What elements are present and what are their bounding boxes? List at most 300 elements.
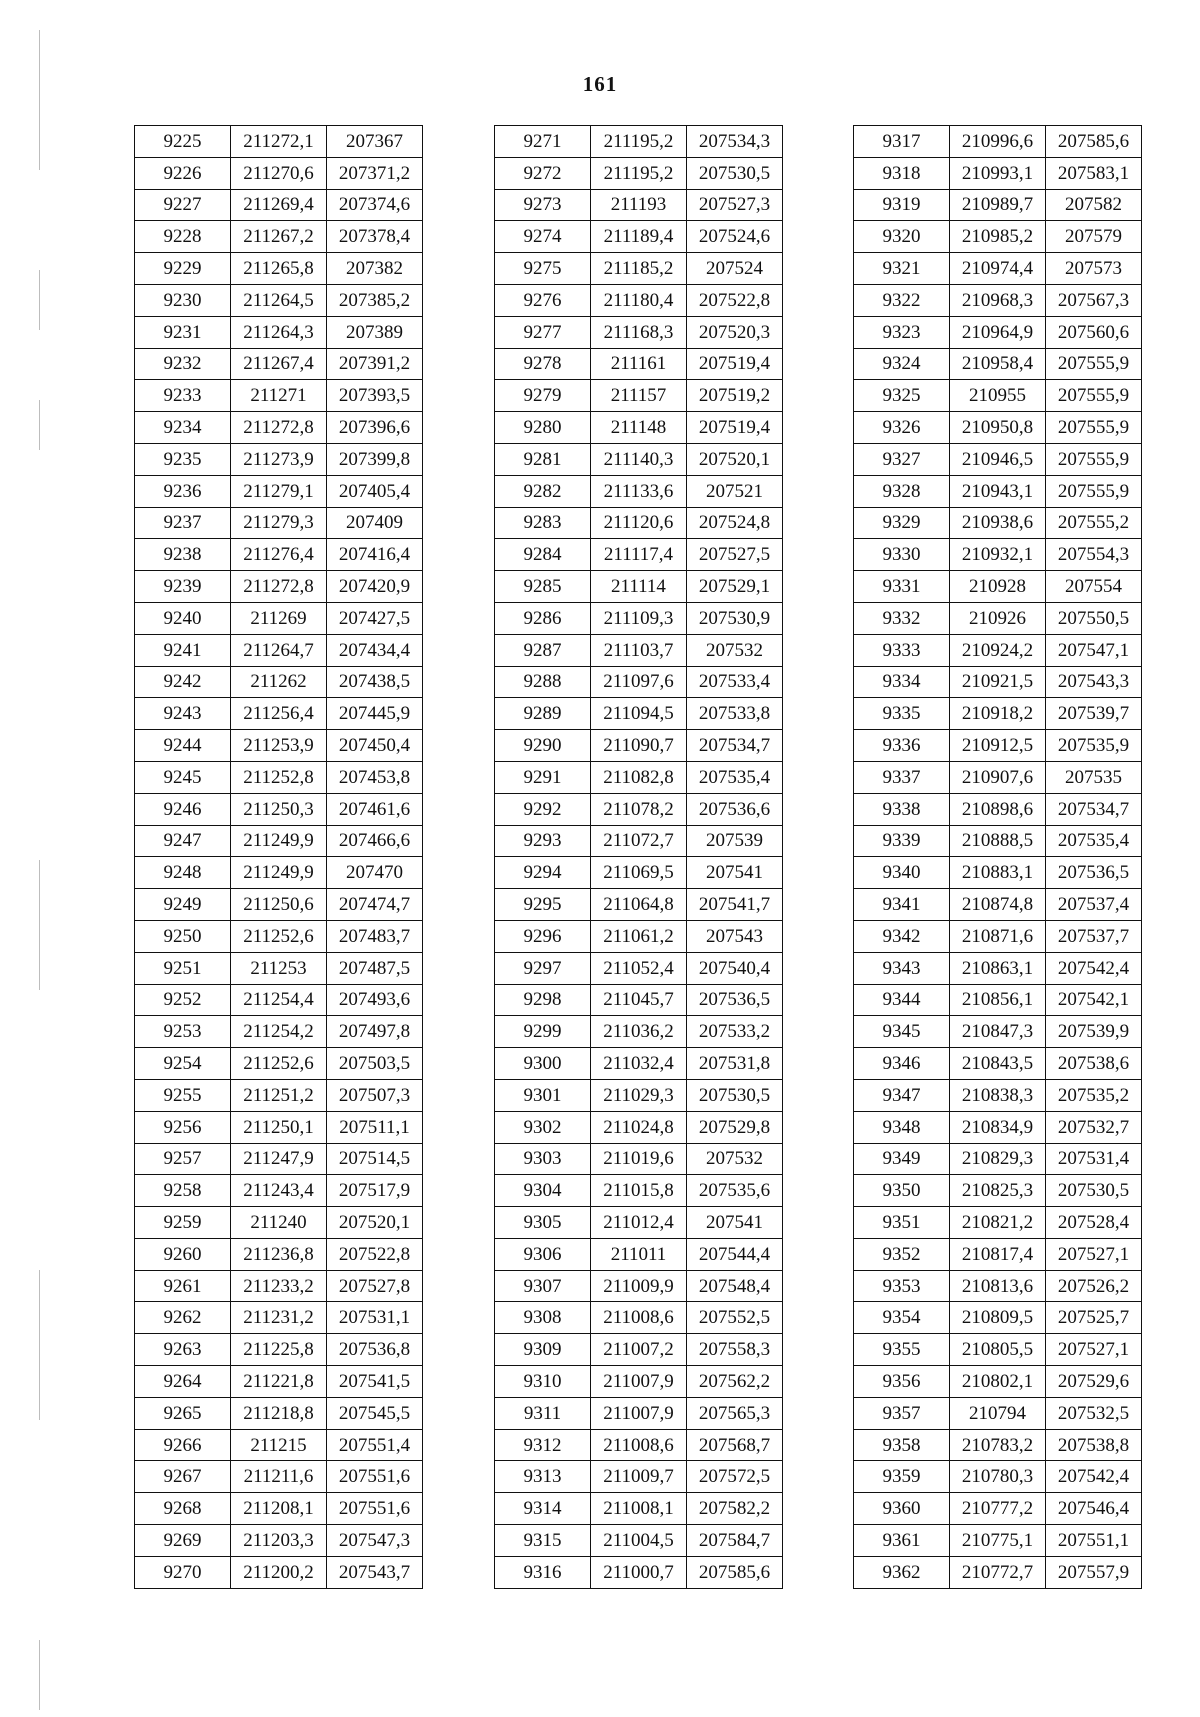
point-number-cell: 9317 (854, 126, 950, 158)
point-number-cell: 9296 (495, 920, 591, 952)
y-coordinate-cell: 207579 (1046, 221, 1142, 253)
table-row (495, 126, 783, 158)
point-number-cell: 9340 (854, 857, 950, 889)
scan-margin-mark (39, 30, 40, 170)
y-coordinate-cell: 207539 (687, 825, 783, 857)
y-coordinate-cell: 207532,5 (1046, 1397, 1142, 1429)
y-coordinate-cell: 207535,2 (1046, 1079, 1142, 1111)
table-row (135, 634, 423, 666)
table-row (495, 1366, 783, 1398)
point-number-cell: 9259 (135, 1207, 231, 1239)
point-number-cell: 9335 (854, 698, 950, 730)
table-row (135, 857, 423, 889)
y-coordinate-cell: 207539,7 (1046, 698, 1142, 730)
y-coordinate-cell: 207544,4 (687, 1238, 783, 1270)
y-coordinate-cell: 207399,8 (327, 443, 423, 475)
table-row (495, 1111, 783, 1143)
x-coordinate-cell: 210938,6 (950, 507, 1046, 539)
table-row (135, 443, 423, 475)
coordinate-table-3 (853, 125, 1142, 1589)
y-coordinate-cell: 207524 (687, 253, 783, 285)
table-row (495, 1016, 783, 1048)
point-number-cell: 9342 (854, 920, 950, 952)
y-coordinate-cell: 207529,6 (1046, 1366, 1142, 1398)
x-coordinate-cell: 211180,4 (591, 284, 687, 316)
point-number-cell: 9234 (135, 412, 231, 444)
table-row (854, 984, 1142, 1016)
x-coordinate-cell: 211267,2 (231, 221, 327, 253)
x-coordinate-cell: 211029,3 (591, 1079, 687, 1111)
x-coordinate-cell: 210985,2 (950, 221, 1046, 253)
x-coordinate-cell: 211267,4 (231, 348, 327, 380)
point-number-cell: 9356 (854, 1366, 950, 1398)
x-coordinate-cell: 210829,3 (950, 1143, 1046, 1175)
table-row (495, 1461, 783, 1493)
point-number-cell: 9320 (854, 221, 950, 253)
table-row (854, 1397, 1142, 1429)
y-coordinate-cell: 207416,4 (327, 539, 423, 571)
x-coordinate-cell: 211279,3 (231, 507, 327, 539)
x-coordinate-cell: 211078,2 (591, 793, 687, 825)
y-coordinate-cell: 207533,2 (687, 1016, 783, 1048)
point-number-cell: 9303 (495, 1143, 591, 1175)
point-number-cell: 9360 (854, 1493, 950, 1525)
y-coordinate-cell: 207555,9 (1046, 380, 1142, 412)
table-row (135, 1175, 423, 1207)
x-coordinate-cell: 210926 (950, 602, 1046, 634)
y-coordinate-cell: 207470 (327, 857, 423, 889)
x-coordinate-cell: 211045,7 (591, 984, 687, 1016)
y-coordinate-cell: 207550,5 (1046, 602, 1142, 634)
table-row (495, 1143, 783, 1175)
x-coordinate-cell: 211109,3 (591, 602, 687, 634)
y-coordinate-cell: 207565,3 (687, 1397, 783, 1429)
x-coordinate-cell: 211052,4 (591, 952, 687, 984)
point-number-cell: 9229 (135, 253, 231, 285)
y-coordinate-cell: 207547,1 (1046, 634, 1142, 666)
x-coordinate-cell: 211189,4 (591, 221, 687, 253)
table-row (135, 475, 423, 507)
point-number-cell: 9257 (135, 1143, 231, 1175)
table-row (135, 1302, 423, 1334)
y-coordinate-cell: 207461,6 (327, 793, 423, 825)
y-coordinate-cell: 207568,7 (687, 1429, 783, 1461)
y-coordinate-cell: 207535,4 (687, 761, 783, 793)
y-coordinate-cell: 207542,4 (1046, 1461, 1142, 1493)
table-row (854, 507, 1142, 539)
x-coordinate-cell: 211221,8 (231, 1366, 327, 1398)
x-coordinate-cell: 210996,6 (950, 126, 1046, 158)
x-coordinate-cell: 211120,6 (591, 507, 687, 539)
table-row (495, 1238, 783, 1270)
y-coordinate-cell: 207374,6 (327, 189, 423, 221)
table-row (135, 539, 423, 571)
table-row (135, 189, 423, 221)
y-coordinate-cell: 207557,9 (1046, 1556, 1142, 1588)
point-number-cell: 9244 (135, 730, 231, 762)
x-coordinate-cell: 211250,3 (231, 793, 327, 825)
x-coordinate-cell: 210772,7 (950, 1556, 1046, 1588)
x-coordinate-cell: 211007,2 (591, 1334, 687, 1366)
y-coordinate-cell: 207524,6 (687, 221, 783, 253)
point-number-cell: 9344 (854, 984, 950, 1016)
x-coordinate-cell: 211215 (231, 1429, 327, 1461)
x-coordinate-cell: 210843,5 (950, 1048, 1046, 1080)
y-coordinate-cell: 207558,3 (687, 1334, 783, 1366)
table-row (495, 634, 783, 666)
point-number-cell: 9318 (854, 157, 950, 189)
y-coordinate-cell: 207503,5 (327, 1048, 423, 1080)
table-row (854, 284, 1142, 316)
table-row (495, 348, 783, 380)
y-coordinate-cell: 207555,9 (1046, 443, 1142, 475)
x-coordinate-cell: 210802,1 (950, 1366, 1046, 1398)
table-row (135, 761, 423, 793)
table-row (854, 889, 1142, 921)
table-row (135, 1048, 423, 1080)
x-coordinate-cell: 211069,5 (591, 857, 687, 889)
table-row (135, 1207, 423, 1239)
x-coordinate-cell: 211253,9 (231, 730, 327, 762)
table-row (495, 602, 783, 634)
table-row (495, 857, 783, 889)
x-coordinate-cell: 210780,3 (950, 1461, 1046, 1493)
x-coordinate-cell: 211072,7 (591, 825, 687, 857)
point-number-cell: 9362 (854, 1556, 950, 1588)
point-number-cell: 9319 (854, 189, 950, 221)
point-number-cell: 9314 (495, 1493, 591, 1525)
x-coordinate-cell: 210777,2 (950, 1493, 1046, 1525)
point-number-cell: 9297 (495, 952, 591, 984)
y-coordinate-cell: 207545,5 (327, 1397, 423, 1429)
table-row (495, 507, 783, 539)
x-coordinate-cell: 210943,1 (950, 475, 1046, 507)
x-coordinate-cell: 211036,2 (591, 1016, 687, 1048)
x-coordinate-cell: 211272,1 (231, 126, 327, 158)
x-coordinate-cell: 211249,9 (231, 825, 327, 857)
y-coordinate-cell: 207533,4 (687, 666, 783, 698)
point-number-cell: 9306 (495, 1238, 591, 1270)
point-number-cell: 9349 (854, 1143, 950, 1175)
y-coordinate-cell: 207542,4 (1046, 952, 1142, 984)
table-row (135, 1270, 423, 1302)
y-coordinate-cell: 207535,6 (687, 1175, 783, 1207)
y-coordinate-cell: 207519,2 (687, 380, 783, 412)
y-coordinate-cell: 207584,7 (687, 1525, 783, 1557)
point-number-cell: 9346 (854, 1048, 950, 1080)
table-row (495, 698, 783, 730)
y-coordinate-cell: 207536,6 (687, 793, 783, 825)
table-row (135, 253, 423, 285)
x-coordinate-cell: 211140,3 (591, 443, 687, 475)
point-number-cell: 9266 (135, 1429, 231, 1461)
y-coordinate-cell: 207427,5 (327, 602, 423, 634)
table-row (135, 793, 423, 825)
table-row (854, 825, 1142, 857)
table-row (135, 507, 423, 539)
point-number-cell: 9246 (135, 793, 231, 825)
x-coordinate-cell: 211008,6 (591, 1429, 687, 1461)
y-coordinate-cell: 207420,9 (327, 571, 423, 603)
y-coordinate-cell: 207391,2 (327, 348, 423, 380)
point-number-cell: 9260 (135, 1238, 231, 1270)
y-coordinate-cell: 207536,5 (687, 984, 783, 1016)
point-number-cell: 9276 (495, 284, 591, 316)
y-coordinate-cell: 207514,5 (327, 1143, 423, 1175)
y-coordinate-cell: 207389 (327, 316, 423, 348)
point-number-cell: 9355 (854, 1334, 950, 1366)
point-number-cell: 9336 (854, 730, 950, 762)
point-number-cell: 9299 (495, 1016, 591, 1048)
table-row (135, 602, 423, 634)
table-row (495, 1302, 783, 1334)
point-number-cell: 9230 (135, 284, 231, 316)
x-coordinate-cell: 211225,8 (231, 1334, 327, 1366)
point-number-cell: 9279 (495, 380, 591, 412)
y-coordinate-cell: 207520,1 (687, 443, 783, 475)
x-coordinate-cell: 210918,2 (950, 698, 1046, 730)
point-number-cell: 9278 (495, 348, 591, 380)
y-coordinate-cell: 207385,2 (327, 284, 423, 316)
point-number-cell: 9330 (854, 539, 950, 571)
point-number-cell: 9312 (495, 1429, 591, 1461)
y-coordinate-cell: 207497,8 (327, 1016, 423, 1048)
x-coordinate-cell: 210946,5 (950, 443, 1046, 475)
x-coordinate-cell: 211253 (231, 952, 327, 984)
y-coordinate-cell: 207552,5 (687, 1302, 783, 1334)
table-row (495, 1429, 783, 1461)
x-coordinate-cell: 210825,3 (950, 1175, 1046, 1207)
y-coordinate-cell: 207520,1 (327, 1207, 423, 1239)
point-number-cell: 9284 (495, 539, 591, 571)
coordinate-table-1 (134, 125, 423, 1589)
x-coordinate-cell: 211236,8 (231, 1238, 327, 1270)
table-row (854, 1016, 1142, 1048)
y-coordinate-cell: 207487,5 (327, 952, 423, 984)
y-coordinate-cell: 207529,8 (687, 1111, 783, 1143)
x-coordinate-cell: 210821,2 (950, 1207, 1046, 1239)
x-coordinate-cell: 211249,9 (231, 857, 327, 889)
point-number-cell: 9289 (495, 698, 591, 730)
y-coordinate-cell: 207530,5 (687, 157, 783, 189)
y-coordinate-cell: 207551,6 (327, 1461, 423, 1493)
x-coordinate-cell: 211264,5 (231, 284, 327, 316)
table-row (854, 1429, 1142, 1461)
table-row (135, 1111, 423, 1143)
point-number-cell: 9228 (135, 221, 231, 253)
point-number-cell: 9255 (135, 1079, 231, 1111)
table-row (854, 316, 1142, 348)
point-number-cell: 9272 (495, 157, 591, 189)
x-coordinate-cell: 210775,1 (950, 1525, 1046, 1557)
y-coordinate-cell: 207541,7 (687, 889, 783, 921)
table-row (854, 443, 1142, 475)
point-number-cell: 9250 (135, 920, 231, 952)
point-number-cell: 9331 (854, 571, 950, 603)
x-coordinate-cell: 210958,4 (950, 348, 1046, 380)
y-coordinate-cell: 207531,1 (327, 1302, 423, 1334)
point-number-cell: 9324 (854, 348, 950, 380)
table-row (135, 1493, 423, 1525)
x-coordinate-cell: 210968,3 (950, 284, 1046, 316)
x-coordinate-cell: 211007,9 (591, 1366, 687, 1398)
point-number-cell: 9227 (135, 189, 231, 221)
y-coordinate-cell: 207555,2 (1046, 507, 1142, 539)
x-coordinate-cell: 210955 (950, 380, 1046, 412)
y-coordinate-cell: 207582,2 (687, 1493, 783, 1525)
x-coordinate-cell: 211148 (591, 412, 687, 444)
y-coordinate-cell: 207396,6 (327, 412, 423, 444)
point-number-cell: 9270 (135, 1556, 231, 1588)
point-number-cell: 9225 (135, 126, 231, 158)
x-coordinate-cell: 210817,4 (950, 1238, 1046, 1270)
y-coordinate-cell: 207466,6 (327, 825, 423, 857)
table-row (495, 539, 783, 571)
y-coordinate-cell: 207560,6 (1046, 316, 1142, 348)
table-row (495, 221, 783, 253)
y-coordinate-cell: 207371,2 (327, 157, 423, 189)
table-row (495, 1397, 783, 1429)
y-coordinate-cell: 207532 (687, 634, 783, 666)
point-number-cell: 9323 (854, 316, 950, 348)
point-number-cell: 9269 (135, 1525, 231, 1557)
x-coordinate-cell: 211272,8 (231, 412, 327, 444)
table-row (135, 348, 423, 380)
table-row (495, 443, 783, 475)
y-coordinate-cell: 207378,4 (327, 221, 423, 253)
y-coordinate-cell: 207540,4 (687, 952, 783, 984)
point-number-cell: 9263 (135, 1334, 231, 1366)
y-coordinate-cell: 207555,9 (1046, 348, 1142, 380)
y-coordinate-cell: 207535,4 (1046, 825, 1142, 857)
x-coordinate-cell: 211061,2 (591, 920, 687, 952)
y-coordinate-cell: 207522,8 (327, 1238, 423, 1270)
table-row (135, 1143, 423, 1175)
y-coordinate-cell: 207551,4 (327, 1429, 423, 1461)
x-coordinate-cell: 211200,2 (231, 1556, 327, 1588)
point-number-cell: 9308 (495, 1302, 591, 1334)
x-coordinate-cell: 210805,5 (950, 1334, 1046, 1366)
point-number-cell: 9277 (495, 316, 591, 348)
table-row (135, 221, 423, 253)
y-coordinate-cell: 207524,8 (687, 507, 783, 539)
scan-margin-mark (39, 270, 40, 330)
table-row (854, 1270, 1142, 1302)
table-row (495, 1525, 783, 1557)
point-number-cell: 9253 (135, 1016, 231, 1048)
table-row (495, 1493, 783, 1525)
x-coordinate-cell: 211015,8 (591, 1175, 687, 1207)
y-coordinate-cell: 207551,6 (327, 1493, 423, 1525)
point-number-cell: 9298 (495, 984, 591, 1016)
x-coordinate-cell: 210856,1 (950, 984, 1046, 1016)
x-coordinate-cell: 210783,2 (950, 1429, 1046, 1461)
table-row (495, 1207, 783, 1239)
table-row (854, 952, 1142, 984)
table-row (854, 1525, 1142, 1557)
table-row (135, 1525, 423, 1557)
x-coordinate-cell: 210964,9 (950, 316, 1046, 348)
x-coordinate-cell: 211019,6 (591, 1143, 687, 1175)
y-coordinate-cell: 207555,9 (1046, 412, 1142, 444)
point-number-cell: 9348 (854, 1111, 950, 1143)
x-coordinate-cell: 211009,9 (591, 1270, 687, 1302)
y-coordinate-cell: 207543 (687, 920, 783, 952)
point-number-cell: 9238 (135, 539, 231, 571)
x-coordinate-cell: 211265,8 (231, 253, 327, 285)
point-number-cell: 9283 (495, 507, 591, 539)
table-row (854, 666, 1142, 698)
point-number-cell: 9309 (495, 1334, 591, 1366)
point-number-cell: 9343 (854, 952, 950, 984)
y-coordinate-cell: 207555,9 (1046, 475, 1142, 507)
point-number-cell: 9235 (135, 443, 231, 475)
point-number-cell: 9261 (135, 1270, 231, 1302)
y-coordinate-cell: 207434,4 (327, 634, 423, 666)
x-coordinate-cell: 211270,6 (231, 157, 327, 189)
y-coordinate-cell: 207534,7 (1046, 793, 1142, 825)
table-row (854, 761, 1142, 793)
table-row (854, 571, 1142, 603)
x-coordinate-cell: 210813,6 (950, 1270, 1046, 1302)
point-number-cell: 9243 (135, 698, 231, 730)
x-coordinate-cell: 211161 (591, 348, 687, 380)
point-number-cell: 9315 (495, 1525, 591, 1557)
table-row (854, 1207, 1142, 1239)
x-coordinate-cell: 211094,5 (591, 698, 687, 730)
table-row (135, 952, 423, 984)
point-number-cell: 9357 (854, 1397, 950, 1429)
y-coordinate-cell: 207541 (687, 1207, 783, 1239)
y-coordinate-cell: 207551,1 (1046, 1525, 1142, 1557)
y-coordinate-cell: 207535 (1046, 761, 1142, 793)
x-coordinate-cell: 211082,8 (591, 761, 687, 793)
point-number-cell: 9237 (135, 507, 231, 539)
x-coordinate-cell: 211233,2 (231, 1270, 327, 1302)
table-row (854, 221, 1142, 253)
table-row (495, 412, 783, 444)
table-row (135, 380, 423, 412)
point-number-cell: 9280 (495, 412, 591, 444)
point-number-cell: 9338 (854, 793, 950, 825)
point-number-cell: 9332 (854, 602, 950, 634)
point-number-cell: 9256 (135, 1111, 231, 1143)
point-number-cell: 9321 (854, 253, 950, 285)
y-coordinate-cell: 207536,5 (1046, 857, 1142, 889)
x-coordinate-cell: 211211,6 (231, 1461, 327, 1493)
x-coordinate-cell: 211208,1 (231, 1493, 327, 1525)
coordinate-table-body (854, 126, 1142, 1589)
x-coordinate-cell: 211012,4 (591, 1207, 687, 1239)
table-row (135, 730, 423, 762)
x-coordinate-cell: 211264,3 (231, 316, 327, 348)
point-number-cell: 9347 (854, 1079, 950, 1111)
point-number-cell: 9337 (854, 761, 950, 793)
y-coordinate-cell: 207530,5 (687, 1079, 783, 1111)
x-coordinate-cell: 211252,8 (231, 761, 327, 793)
x-coordinate-cell: 211271 (231, 380, 327, 412)
x-coordinate-cell: 211262 (231, 666, 327, 698)
y-coordinate-cell: 207585,6 (687, 1556, 783, 1588)
table-row (854, 1366, 1142, 1398)
table-row (495, 889, 783, 921)
table-row (135, 1238, 423, 1270)
x-coordinate-cell: 210834,9 (950, 1111, 1046, 1143)
y-coordinate-cell: 207453,8 (327, 761, 423, 793)
x-coordinate-cell: 211256,4 (231, 698, 327, 730)
point-number-cell: 9325 (854, 380, 950, 412)
table-row (854, 1334, 1142, 1366)
